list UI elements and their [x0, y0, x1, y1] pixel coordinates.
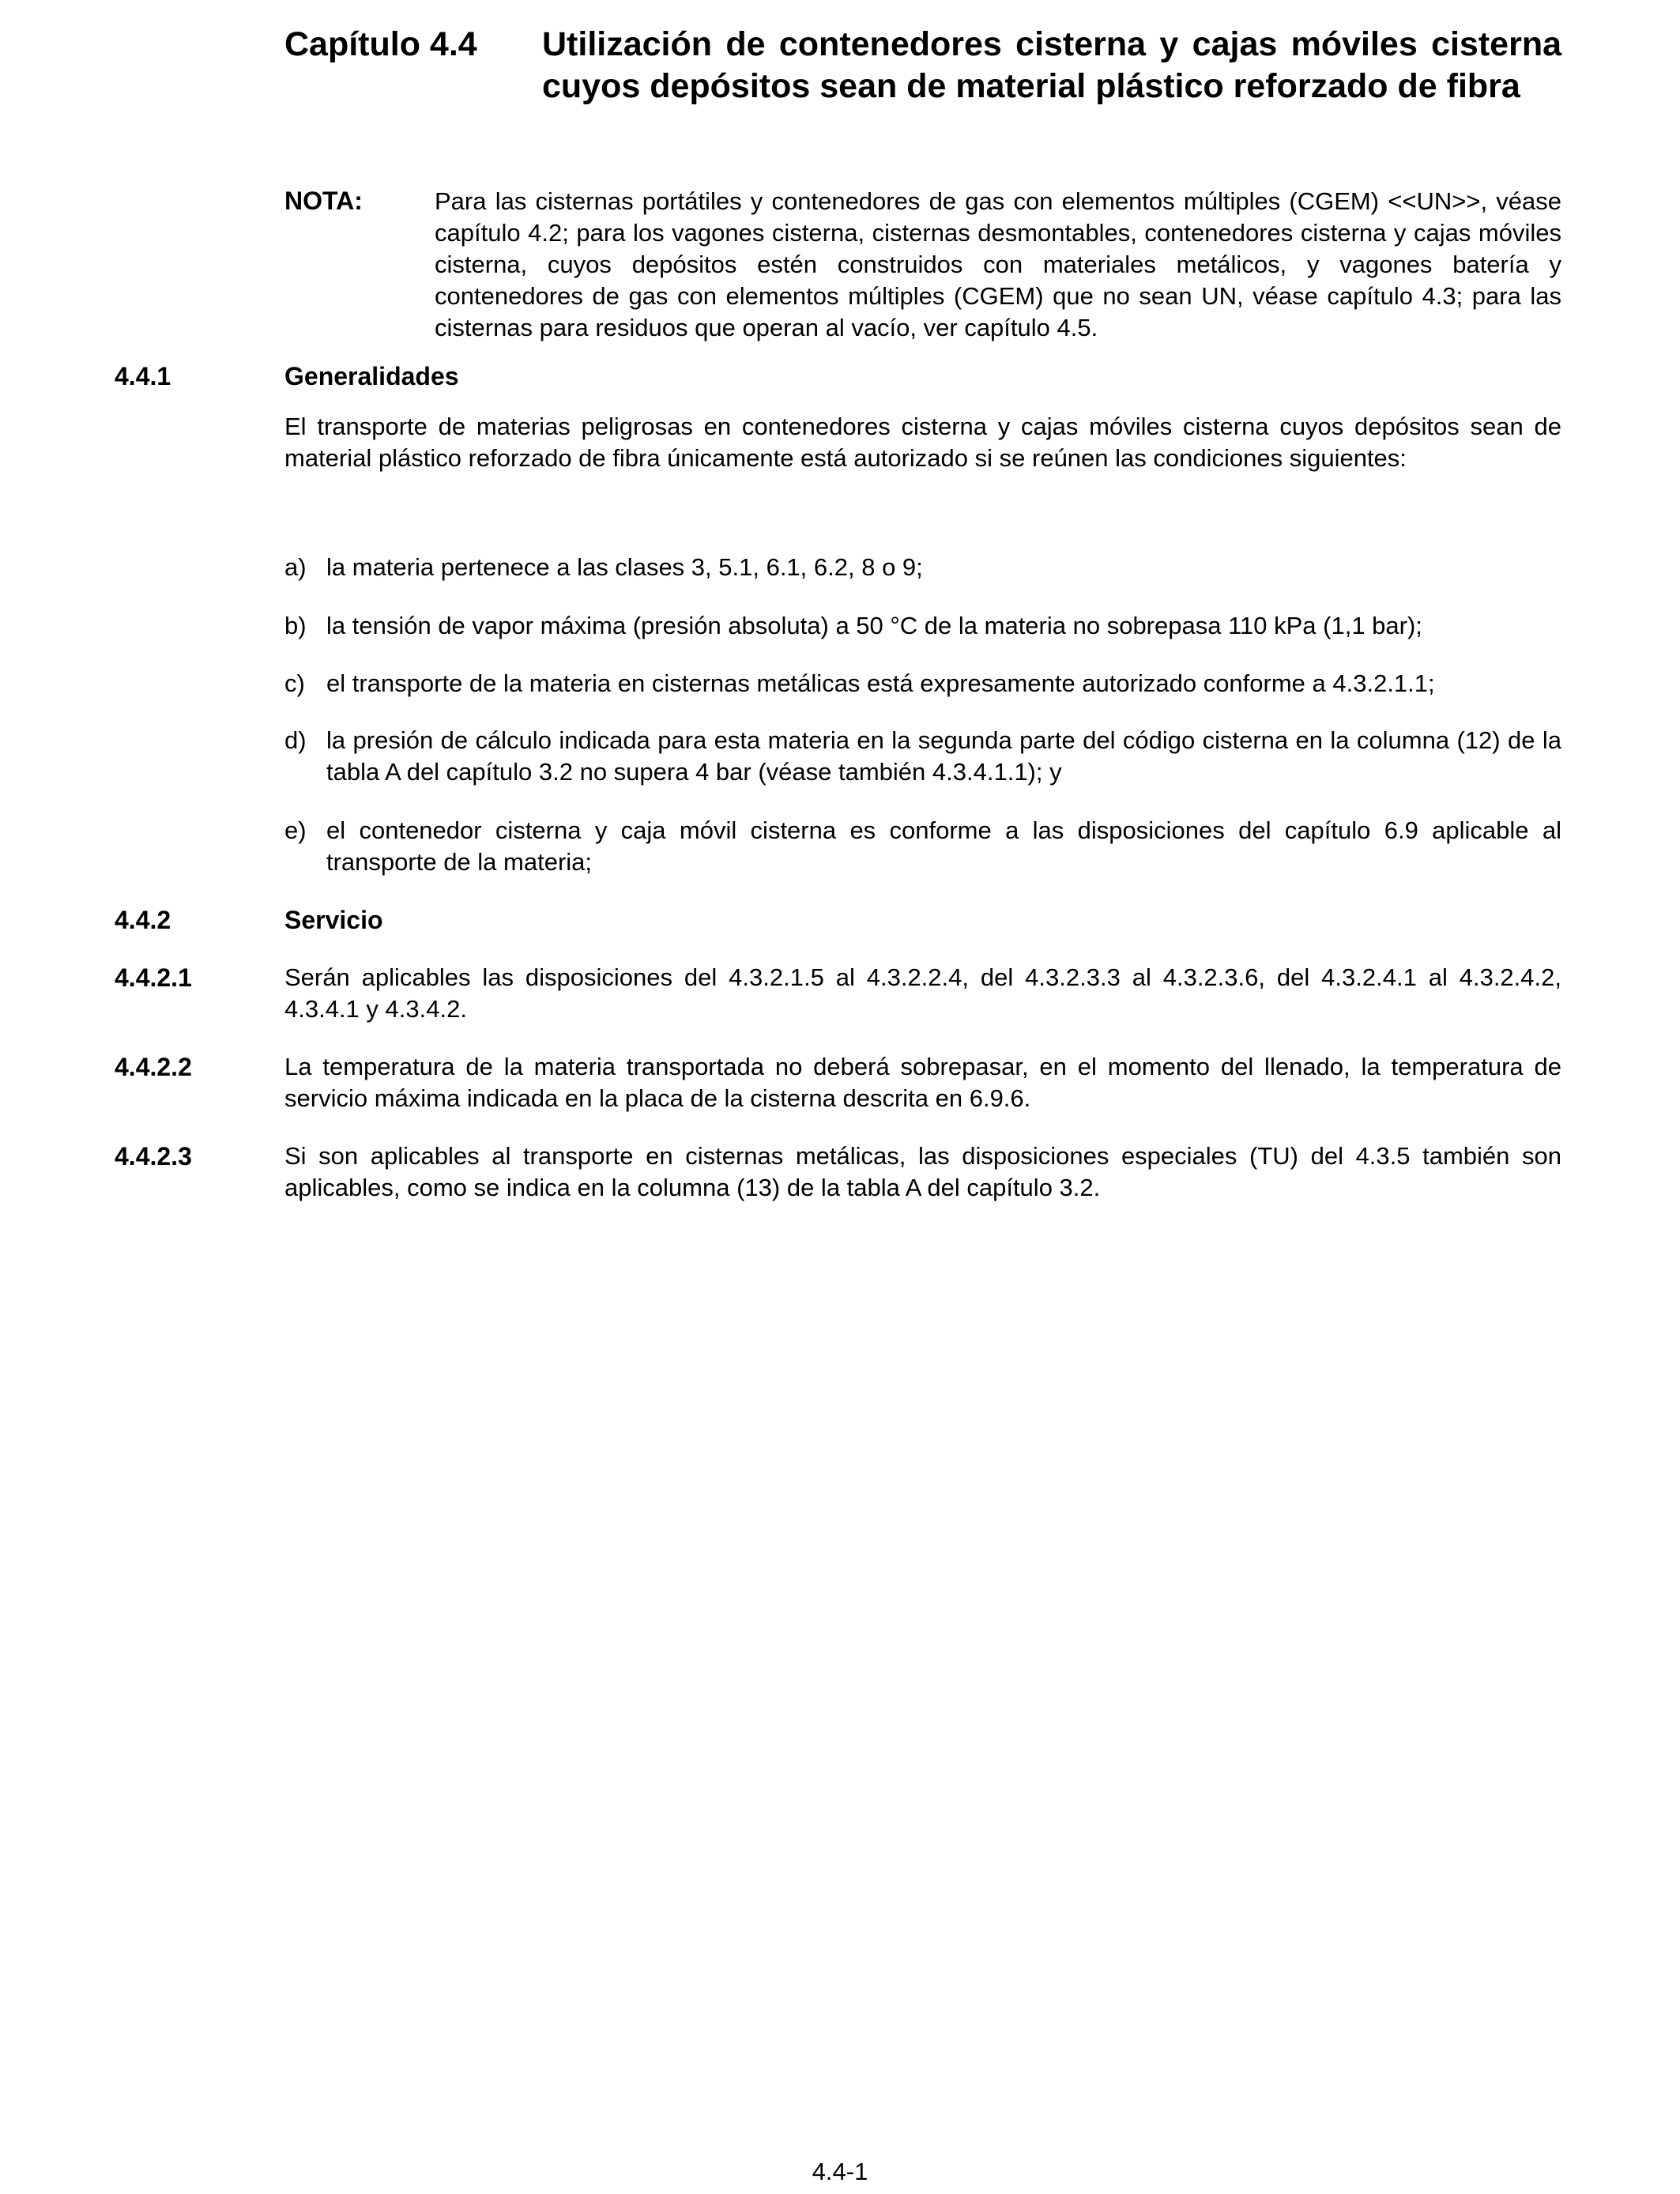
- section-title-servicio: Servicio: [284, 906, 383, 934]
- list-item-text: la tensión de vapor máxima (presión absoluta) a 50 °C de la materia no sobrepasa 110 kPa (1,1 bar);: [326, 612, 1422, 639]
- list-item-text: el transporte de la materia en cisternas metálicas está expresamente autorizado conforme a 4.3.2.1.1;: [326, 669, 1435, 697]
- subsection-text: Serán aplicables las disposiciones del 4.3.2.1.5 al 4.3.2.2.4, del 4.3.2.3.3 al 4.3.2.3.6, del 4.3.2.4.1 al 4.3.2.4.2, 4.3.4.1 y 4.3.4.2.: [284, 963, 1561, 1023]
- list-item-marker: a): [284, 553, 307, 581]
- section-intro-paragraph: El transporte de materias peligrosas en contenedores cisterna y cajas móviles cisterna cuyos depósitos sean de material plástico reforzado de fibra únicamente está autorizado si se reúnen las condiciones siguientes:: [284, 413, 1561, 472]
- note-text: Para las cisternas portátiles y contenedores de gas con elementos múltiples (CGEM) <<UN>>, véase capítulo 4.2; para los vagones cisterna, cisternas desmontables, contenedores cisterna y cajas móviles cisterna, cuyos depósitos estén construidos con materiales metálicos, y vagones batería y contenedores de gas con elementos múltiples (CGEM) que no sean UN, véase capítulo 4.3; para las cisternas para residuos que operan al vacío, ver capítulo 4.5.: [435, 187, 1561, 341]
- subsection-text: Si son aplicables al transporte en cisternas metálicas, las disposiciones especiales (TU) del 4.3.5 también son aplicables, como se indica en la columna (13) de la tabla A del capítulo 3.2.: [284, 1142, 1561, 1201]
- list-item-text: la materia pertenece a las clases 3, 5.1, 6.1, 6.2, 8 o 9;: [326, 553, 923, 581]
- list-item-text: el contenedor cisterna y caja móvil cisterna es conforme a las disposiciones del capítulo 6.9 aplicable al transporte de la materia;: [326, 816, 1561, 876]
- note-label: NOTA:: [284, 187, 363, 215]
- section-number-4-4-1: 4.4.1: [115, 362, 171, 390]
- chapter-number: Capítulo 4.4: [284, 25, 477, 63]
- list-item-marker: c): [284, 669, 305, 697]
- subsection-number: 4.4.2.2: [115, 1053, 192, 1081]
- subsection-text: La temperatura de la materia transportada no deberá sobrepasar, en el momento del llenado, la temperatura de servicio máxima indicada en la placa de la cisterna descrita en 6.9.6.: [284, 1053, 1561, 1112]
- subsection-number: 4.4.2.3: [115, 1142, 192, 1171]
- chapter-title: Utilización de contenedores cisterna y cajas móviles cisterna cuyos depósitos sean de material plástico reforzado de fibra: [542, 25, 1561, 105]
- list-item-marker: d): [284, 726, 307, 754]
- subsection-number: 4.4.2.1: [115, 963, 192, 992]
- list-item-text: la presión de cálculo indicada para esta materia en la segunda parte del código cisterna en la columna (12) de la tabla A del capítulo 3.2 no supera 4 bar (véase también 4.3.4.1.1); y: [326, 726, 1561, 786]
- section-title-generalidades: Generalidades: [284, 362, 459, 390]
- list-item-marker: e): [284, 816, 307, 844]
- list-item-marker: b): [284, 612, 307, 639]
- page-number: 4.4-1: [812, 2158, 868, 2185]
- section-number-4-4-2: 4.4.2: [115, 906, 171, 934]
